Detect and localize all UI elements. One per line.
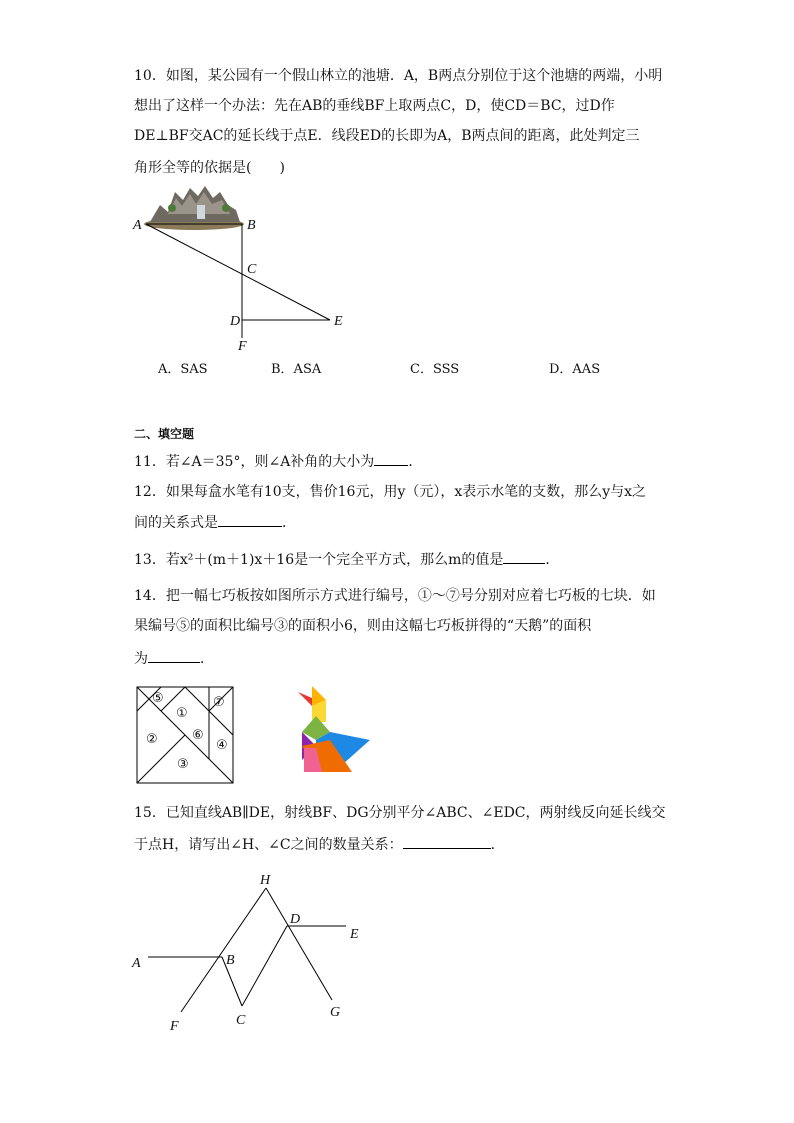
- label-e15: E: [350, 927, 359, 942]
- q15-text: 于点H，请写出∠H、∠C之间的数量关系：: [134, 837, 403, 853]
- q12-end: ．: [282, 515, 296, 531]
- q12-line1: 12．如果每盒水笔有10支，售价16元，用y（元），x表示水笔的支数，那么y与x之: [134, 484, 647, 500]
- q14-line1: 14．把一幅七巧板按如图所示方式进行编号，①～⑦号分别对应着七巧板的七块．如: [134, 588, 656, 604]
- option-a[interactable]: A．SAS: [158, 362, 208, 377]
- section-heading: 二、填空题: [134, 427, 195, 441]
- line-ae: [146, 224, 330, 320]
- line-hg: [266, 888, 332, 1000]
- line-cd: [242, 926, 287, 1006]
- q15-end: ．: [490, 837, 505, 853]
- label-b: B: [247, 218, 256, 233]
- q11-text: 11．若∠A＝35°，则∠A补角的大小为: [134, 454, 375, 470]
- q11: [134, 451, 422, 472]
- q14-line2: 果编号⑤的面积比编号③的面积小6，则由这幅七巧板拼得的“天鹅”的面积: [134, 618, 592, 634]
- line-fh: [181, 888, 266, 1012]
- q12-text: 间的关系式是: [134, 515, 218, 531]
- label-d15: D: [290, 912, 301, 927]
- piece-3: ③: [177, 757, 189, 772]
- q10-figure: [0, 0, 794, 400]
- piece-1: ①: [176, 706, 188, 721]
- q15-line1: 15．已知直线AB∥DE，射线BF、DG分别平分∠ABC、∠EDC，两射线反向延长线交: [134, 805, 666, 821]
- q11-end: ．: [408, 454, 423, 470]
- q14-end: ．: [200, 651, 214, 667]
- label-f15: F: [170, 1019, 179, 1034]
- label-g15: G: [330, 1005, 341, 1020]
- q12-blank[interactable]: [218, 512, 282, 527]
- piece-7: ⑦: [213, 695, 225, 710]
- label-b15: B: [226, 953, 235, 968]
- q14-line3: [134, 648, 214, 669]
- q10-line4: 角形全等的依据是( ): [134, 160, 285, 176]
- piece-6: ⑥: [192, 728, 204, 743]
- q11-blank[interactable]: [374, 451, 408, 466]
- q13-text: 13．若x²＋(m＋1)x＋16是一个完全平方式，那么m的值是: [134, 552, 504, 568]
- q10-line2: 想出了这样一个办法：先在AB的垂线BF上取两点C，D，使CD＝BC，过D作: [134, 98, 615, 114]
- q14-blank[interactable]: [148, 648, 200, 663]
- label-a15: A: [132, 956, 141, 971]
- q13-end: ．: [545, 552, 560, 568]
- q10-line3: DE⊥BF交AC的延长线于点E．线段ED的长即为A，B两点间的距离，此处判定三: [134, 128, 640, 144]
- option-d[interactable]: D．AAS: [549, 362, 601, 377]
- q15-line2: [134, 834, 505, 855]
- label-c15: C: [236, 1013, 246, 1028]
- q15-figure: [0, 860, 794, 1040]
- q15-blank[interactable]: [403, 834, 491, 849]
- label-a: A: [133, 218, 142, 233]
- label-c: C: [247, 262, 257, 277]
- piece-5: ⑤: [152, 691, 164, 706]
- q13: [134, 549, 559, 570]
- q10-line1: 10．如图，某公园有一个假山林立的池塘．A，B两点分别位于这个池塘的两端，小明: [134, 68, 663, 84]
- label-d: D: [230, 314, 241, 329]
- label-h: H: [260, 873, 271, 888]
- q14-text: 为: [134, 651, 148, 667]
- piece-4: ④: [216, 738, 228, 753]
- q12-line2: [134, 512, 296, 533]
- label-f: F: [238, 339, 247, 354]
- option-b[interactable]: B．ASA: [271, 362, 322, 377]
- rockery-image: [144, 186, 244, 230]
- tangram-swan: [298, 686, 370, 772]
- q13-blank[interactable]: [503, 549, 545, 564]
- q14-figures: [0, 680, 794, 790]
- piece-2: ②: [146, 732, 158, 747]
- option-c[interactable]: C．SSS: [410, 362, 460, 377]
- label-e: E: [334, 314, 343, 329]
